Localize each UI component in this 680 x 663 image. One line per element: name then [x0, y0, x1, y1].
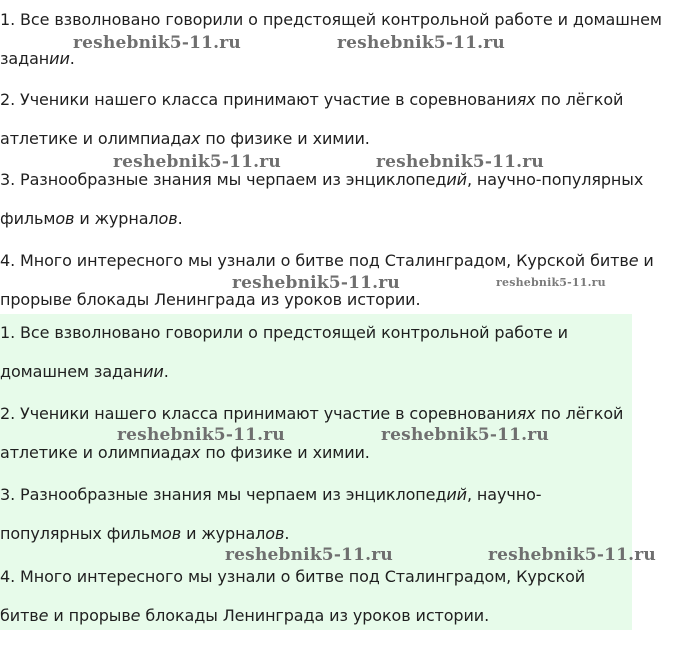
- watermark: reshebnik5-11.ru: [376, 152, 544, 172]
- answer-paragraph-2: 2. Ученики нашего класса принимают участие в соревнованиях по лёгкой атлетике и олимпиадах по физике и химии.: [0, 404, 624, 462]
- watermark: reshebnik5-11.ru: [225, 545, 393, 565]
- watermark: reshebnik5-11.ru: [496, 276, 606, 289]
- watermark: reshebnik5-11.ru: [381, 425, 549, 445]
- watermark: reshebnik5-11.ru: [113, 152, 281, 172]
- watermark: reshebnik5-11.ru: [73, 33, 241, 53]
- paragraph-1: 1. Все взволновано говорили о предстоящей контрольной работе и домашнем задании.: [0, 10, 662, 68]
- paragraph-3: 3. Разнообразные знания мы черпаем из энциклопедий, научно-популярных фильмов и журналов.: [0, 170, 644, 228]
- watermark: reshebnik5-11.ru: [337, 33, 505, 53]
- paragraph-4: 4. Много интересного мы узнали о битве под Сталинградом, Курской битве и прорыве блокады Ленинграда из уроков истории.: [0, 251, 654, 309]
- watermark: reshebnik5-11.ru: [488, 545, 656, 565]
- watermark: reshebnik5-11.ru: [117, 425, 285, 445]
- answer-paragraph-4: 4. Много интересного мы узнали о битве под Сталинградом, Курской битве и прорыве блокады Ленинграда из уроков истории.: [0, 567, 586, 625]
- watermark: reshebnik5-11.ru: [232, 273, 400, 293]
- answer-paragraph-3: 3. Разнообразные знания мы черпаем из энциклопедий, научно-популярных фильмов и журналов.: [0, 485, 542, 543]
- paragraph-2: 2. Ученики нашего класса принимают участие в соревнованиях по лёгкой атлетике и олимпиадах по физике и химии.: [0, 90, 624, 148]
- answer-paragraph-1: 1. Все взволновано говорили о предстоящей контрольной работе и домашнем задании.: [0, 323, 568, 381]
